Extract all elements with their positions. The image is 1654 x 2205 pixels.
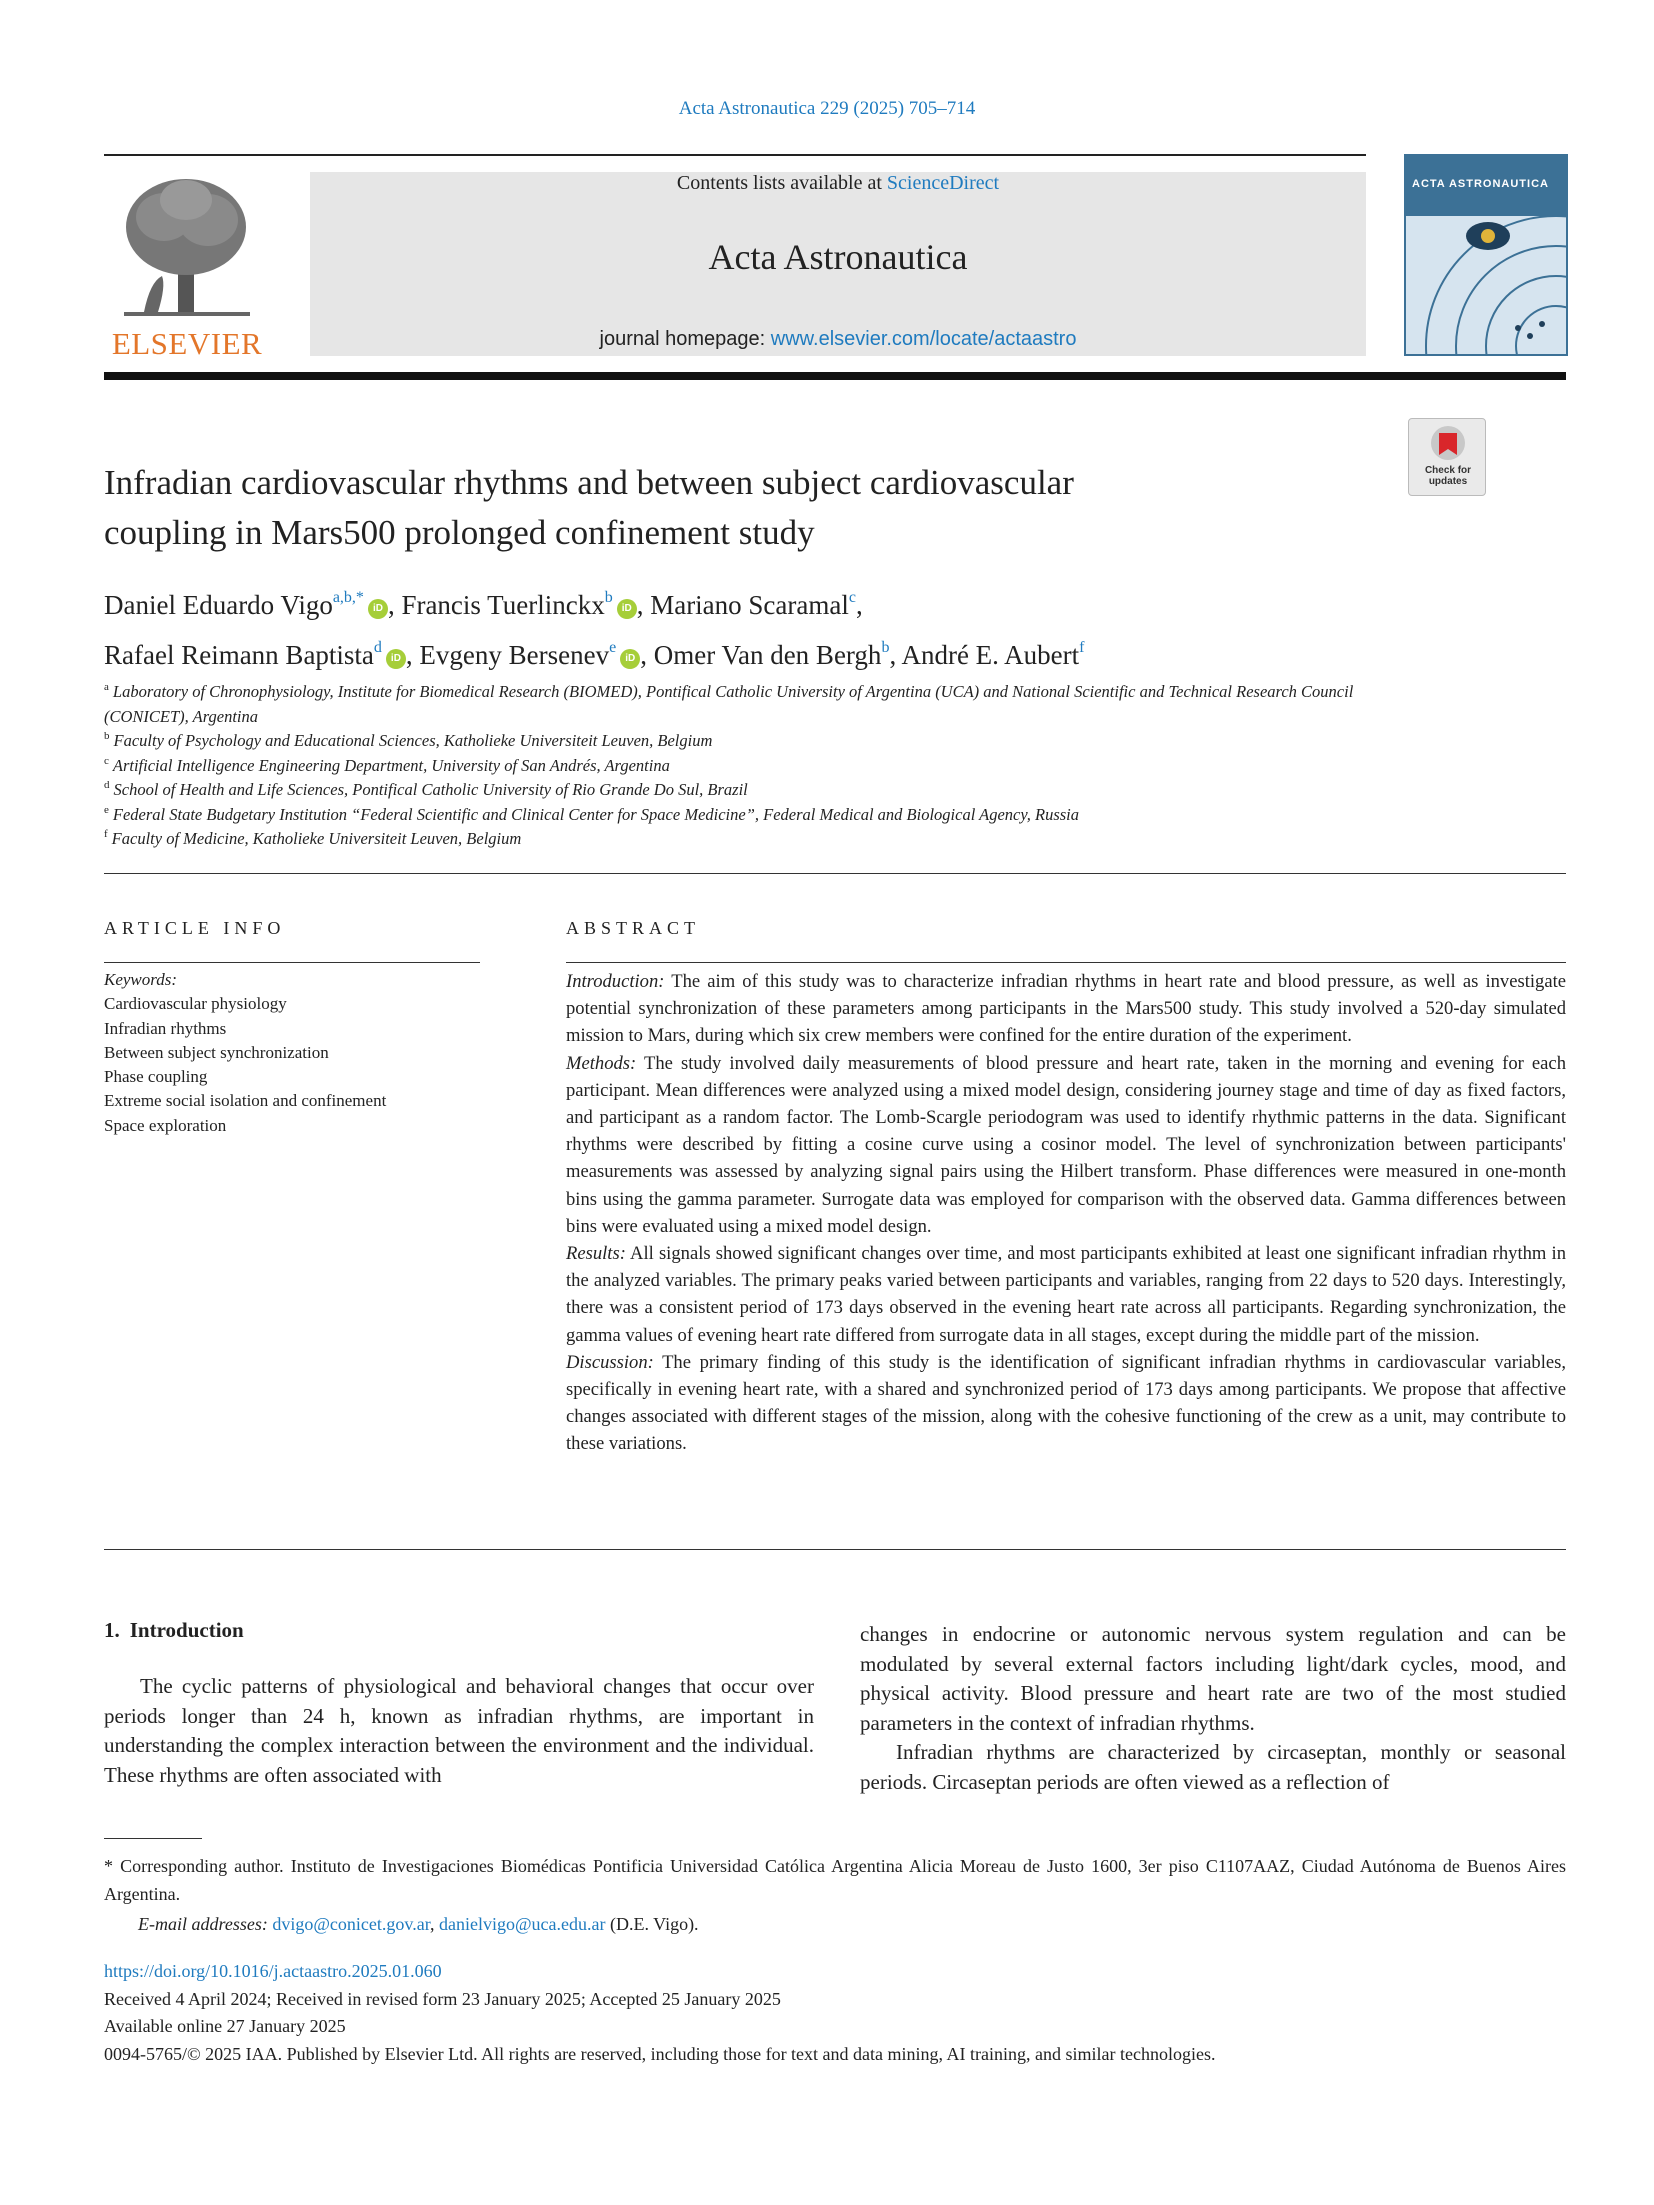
affiliation-text: Faculty of Psychology and Educational Sciences, Katholieke Universiteit Leuven, Belgium [113, 731, 713, 750]
orcid-icon[interactable]: iD [386, 649, 406, 669]
affiliation-marker: c [104, 754, 109, 767]
section-title: Introduction [129, 1618, 244, 1642]
affiliation-text: School of Health and Life Sciences, Pontifical Catholic University of Rio Grande Do Sul, Brazil [113, 780, 748, 799]
author-separator: , [636, 590, 651, 620]
keyword-list [104, 992, 480, 1138]
introduction-heading [104, 1618, 244, 1643]
affiliation-item [104, 680, 1364, 729]
author-name: Daniel Eduardo Vigo [104, 590, 333, 620]
abstract-section-text: The aim of this study was to characterize infradian rhythms in heart rate and blood pressure, as well as investigate potential synchronization of these parameters among participants in the Mars500 study. This study involved a 520-day simulated mission to Mars, during which six crew members were confined for the entire duration of the experiment. [566, 971, 1566, 1047]
email-link-2[interactable]: danielvigo@uca.edu.ar [438, 1914, 606, 1934]
header-rule [104, 154, 1366, 156]
affiliation-marker: f [104, 828, 108, 840]
footnote-rule [104, 1838, 202, 1839]
author-name: Evgeny Bersenev [419, 640, 610, 670]
author-affiliation-marker[interactable]: e [609, 639, 617, 656]
corresponding-author-note: * Corresponding author. Instituto de Investigaciones Biomédicas Pontificia Universidad Católica Argentina Alicia Moreau de Justo 1600, 3er piso C1107AAZ, Ciudad Autónoma de Buenos Aires Argentina. [104, 1856, 1566, 1904]
affiliation-text: Laboratory of Chronophysiology, Institute for Biomedical Research (BIOMED), Pontifical Catholic University of Argentina (UCA) and National Scientific and Technical Research Council (CONICET), Argentina [104, 682, 1354, 726]
author-affiliation-marker[interactable]: c [848, 589, 856, 606]
author-list [104, 580, 1564, 680]
affiliation-text: Federal State Budgetary Institution “Federal Scientific and Clinical Center for Space Medicine”, Federal Medical and Biological Agency, Russia [112, 804, 1080, 824]
author-separator: , [889, 640, 902, 670]
check-for-updates-badge[interactable] [1408, 418, 1486, 496]
keyword-item: Cardiovascular physiology [104, 994, 287, 1014]
journal-name: Acta Astronautica [708, 237, 968, 277]
abstract-section-label: Introduction: [566, 971, 665, 992]
email-line: E-mail addresses: dvigo@conicet.gov.ar, danielvigo@uca.edu.ar (D.E. Vigo). [138, 1914, 699, 1934]
available-online: Available online 27 January 2025 [104, 2016, 346, 2036]
affiliation-marker: a [104, 681, 109, 693]
keyword-item: Space exploration [104, 1115, 227, 1135]
keywords-label: Keywords: [104, 970, 178, 989]
keywords-block [104, 968, 480, 1138]
title-line-2: coupling in Mars500 prolonged confinement study [104, 513, 815, 552]
received-dates: Received 4 April 2024; Received in revised form 23 January 2025; Accepted 25 January 2025 [104, 1988, 781, 2009]
affiliation-text: Artificial Intelligence Engineering Department, University of San Andrés, Argentina [112, 755, 670, 775]
author-separator: , [405, 640, 420, 670]
homepage-prefix: journal homepage: [599, 328, 766, 350]
author-affiliation-marker[interactable]: b [881, 639, 890, 656]
article-title [104, 458, 1364, 558]
abstract-rule [566, 962, 1566, 963]
homepage-link[interactable]: www.elsevier.com/locate/actaastro [770, 328, 1077, 350]
orcid-icon[interactable]: iD [620, 649, 640, 669]
journal-citation-link[interactable]: Acta Astronautica 229 (2025) 705–714 [678, 98, 976, 119]
author-name: André E. Aubert [901, 640, 1080, 670]
keyword-item: Infradian rhythms [104, 1018, 227, 1038]
article-info-rule [104, 962, 480, 963]
affiliation-marker: d [104, 779, 110, 791]
publication-info [104, 1958, 1566, 2068]
sciencedirect-link[interactable]: ScienceDirect [886, 172, 1000, 194]
section-number: 1. [104, 1618, 120, 1642]
orcid-icon[interactable]: iD [617, 599, 637, 619]
abstract-section-label: Methods: [566, 1052, 637, 1074]
affiliation-marker: b [104, 730, 110, 742]
doi-link[interactable]: https://doi.org/10.1016/j.actaastro.2025.01.060 [104, 1961, 442, 1981]
contents-prefix: Contents lists available at [676, 172, 882, 194]
author-separator: , [855, 590, 863, 620]
abstract-body [566, 968, 1566, 1458]
elsevier-wordmark: ELSEVIER [111, 326, 263, 361]
affiliation-text: Faculty of Medicine, Katholieke Universiteit Leuven, Belgium [111, 829, 522, 848]
intro-left-paragraph: The cyclic patterns of physiological and behavioral changes that occur over periods longer than 24 h, known as infradian rhythms, are important in understanding the complex interaction between the environment and the individual. These rhythms are often associated with [104, 1674, 814, 1787]
masthead-thick-rule [104, 372, 1566, 380]
orcid-icon[interactable]: iD [368, 599, 388, 619]
abstract-section-text: The study involved daily measurements of blood pressure and heart rate, taken in the morning and evening for each participant. Mean differences were analyzed using a mixed model design, considering journey stage and time of day as fixed factors, and participant as a random factor. The Lomb-Scargle periodogram was used to identify rhythmic patterns in the data. Significant rhythms were described by fitting a cosine curve using a cosinor model. The level of synchronization between participants' measurements was assessed by analyzing signal pairs using the Hilbert transform. Phase differences were measured in one-month bins using the gamma parameter. Surrogate data was employed for comparison with the observed data. Gamma differences between bins were evaluated using a mixed model design. [566, 1052, 1566, 1237]
keyword-item: Extreme social isolation and confinement [104, 1091, 387, 1111]
intro-right-paragraph-2: Infradian rhythms are characterized by circaseptan, monthly or seasonal periods. Circaseptan periods are often viewed as a reflection of [860, 1740, 1566, 1794]
abstract-section [566, 1050, 1566, 1240]
affiliation-marker: e [104, 803, 109, 816]
author-separator: , [640, 640, 654, 670]
abstract-section-text: The primary finding of this study is the identification of significant infradian rhythms in cardiovascular variables, specifically in evening heart rate, with a shared and synchronized period of 173 days among participants. We propose that affective changes associated with different stages of the mission, along with the cohesive functioning of the crew as a unit, may contribute to these variations. [566, 1351, 1566, 1455]
author-affiliation-marker[interactable]: d [373, 639, 382, 656]
affiliation-rule [104, 873, 1566, 874]
author-affiliation-marker[interactable]: f [1079, 639, 1085, 656]
author-name: Francis Tuerlinckx [401, 590, 605, 620]
check-for-updates-label: Check for updates [1424, 465, 1472, 487]
intro-right-column [860, 1620, 1566, 1797]
abstract-section [566, 1349, 1566, 1458]
abstract-section-label: Discussion: [566, 1351, 654, 1373]
affiliations [104, 680, 1364, 852]
authors-line-2 [104, 630, 1564, 680]
authors-line-1 [104, 580, 1564, 630]
affiliation-item [104, 827, 1364, 852]
author-name: Omer Van den Bergh [653, 640, 882, 670]
author-name: Mariano Scaramal [650, 590, 849, 620]
journal-cover-thumbnail[interactable] [1404, 154, 1568, 356]
affiliation-item [104, 803, 1364, 828]
affiliation-item [104, 778, 1364, 803]
author-affiliation-marker[interactable]: a,b,* [332, 589, 364, 606]
contents-line [310, 172, 1366, 195]
abstract-section-label: Results: [566, 1243, 626, 1265]
title-line-1: Infradian cardiovascular rhythms and between subject cardiovascular [104, 463, 1074, 502]
author-affiliation-marker[interactable]: b [604, 589, 613, 606]
author-separator: , [387, 590, 402, 620]
copyright-line: 0094-5765/© 2025 IAA. Published by Elsevier Ltd. All rights are reserved, including those for text and data mining, AI training, and similar technologies. [104, 2043, 1216, 2064]
keyword-item: Between subject synchronization [104, 1042, 329, 1062]
article-info-heading: ARTICLE INFO [104, 918, 286, 938]
affiliation-item [104, 754, 1364, 779]
cover-title: ACTA ASTRONAUTICA [1412, 178, 1549, 190]
author-name: Rafael Reimann Baptista [104, 640, 374, 670]
abstract-section-text: All signals showed significant changes over time, and most participants exhibited at least one significant infradian rhythm in the analyzed variables. The primary peaks varied between participants and variables, ranging from 22 days to 520 days. Interestingly, there was a consistent period of 173 days observed in the evening heart rate across all participants. Regarding synchronization, the gamma values of evening heart rate differed from surrogate data in all stages, except during the middle part of the mission. [566, 1243, 1566, 1346]
abstract-section [566, 968, 1566, 1050]
abstract-heading: ABSTRACT [566, 918, 701, 938]
intro-right-paragraph-1: changes in endocrine or autonomic nervous system regulation and can be modulated by several external factors including light/dark cycles, mood, and physical activity. Blood pressure and heart rate are two of the most studied parameters in the context of infradian rhythms. [860, 1622, 1566, 1735]
affiliation-item [104, 729, 1364, 754]
abstract-section [566, 1240, 1566, 1349]
homepage-line [310, 328, 1366, 351]
email-suffix: (D.E. Vigo). [609, 1914, 699, 1934]
keyword-item: Phase coupling [104, 1067, 208, 1087]
abstract-end-rule [104, 1549, 1566, 1550]
email-label: E-mail addresses: [138, 1914, 268, 1934]
email-link-1[interactable]: dvigo@conicet.gov.ar [272, 1914, 430, 1934]
